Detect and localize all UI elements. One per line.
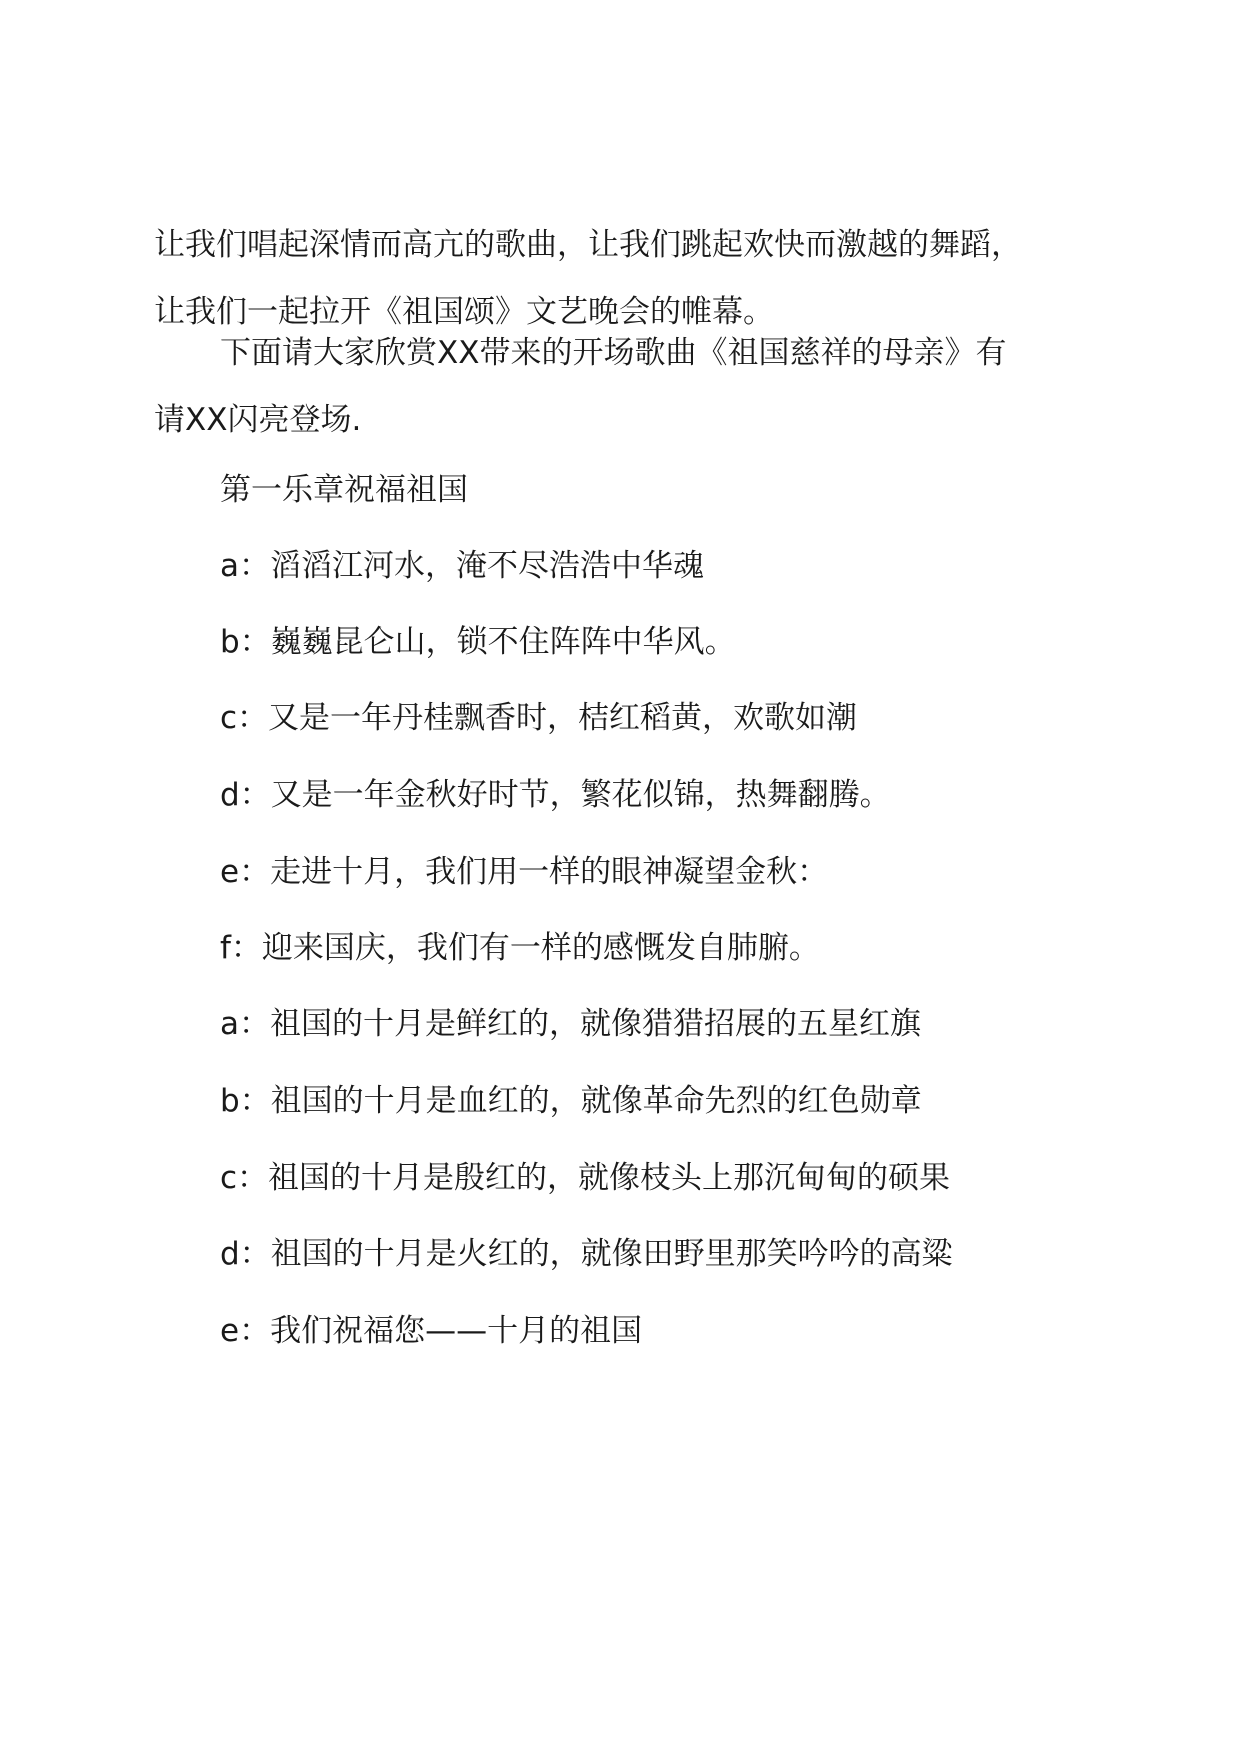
paragraph-line: 让我们唱起深情而高亢的歌曲，让我们跳起欢快而激越的舞蹈， — [154, 227, 1022, 263]
dialogue-line: e：走进十月，我们用一样的眼神凝望金秋： — [220, 854, 829, 890]
dialogue-line: e：我们祝福您——十月的祖国 — [220, 1313, 643, 1349]
paragraph-line: 下面请大家欣赏XX带来的开场歌曲《祖国慈祥的母亲》有 — [220, 335, 1007, 371]
dialogue-line: b：巍巍昆仑山，锁不住阵阵中华风。 — [220, 624, 736, 660]
paragraph-line: 让我们一起拉开《祖国颂》文艺晚会的帷幕。 — [154, 294, 774, 330]
dialogue-line: b：祖国的十月是血红的，就像革命先烈的红色勋章 — [220, 1083, 922, 1119]
dialogue-line: d：祖国的十月是火红的，就像田野里那笑吟吟的高粱 — [220, 1236, 953, 1272]
dialogue-line: c：祖国的十月是殷红的，就像枝头上那沉甸甸的硕果 — [220, 1160, 951, 1196]
dialogue-line: d：又是一年金秋好时节，繁花似锦，热舞翻腾。 — [220, 777, 891, 813]
dialogue-line: c：又是一年丹桂飘香时，桔红稻黄，欢歌如潮 — [220, 700, 858, 736]
chapter-title: 第一乐章祝福祖国 — [220, 472, 468, 508]
dialogue-line: a：滔滔江河水，淹不尽浩浩中华魂 — [220, 548, 704, 584]
intro-paragraph — [154, 320, 1114, 454]
dialogue-line: f：迎来国庆，我们有一样的感慨发自肺腑。 — [220, 930, 820, 966]
dialogue-line: a：祖国的十月是鲜红的，就像猎猎招展的五星红旗 — [220, 1006, 921, 1042]
paragraph-line: 请XX闪亮登场. — [154, 402, 362, 438]
